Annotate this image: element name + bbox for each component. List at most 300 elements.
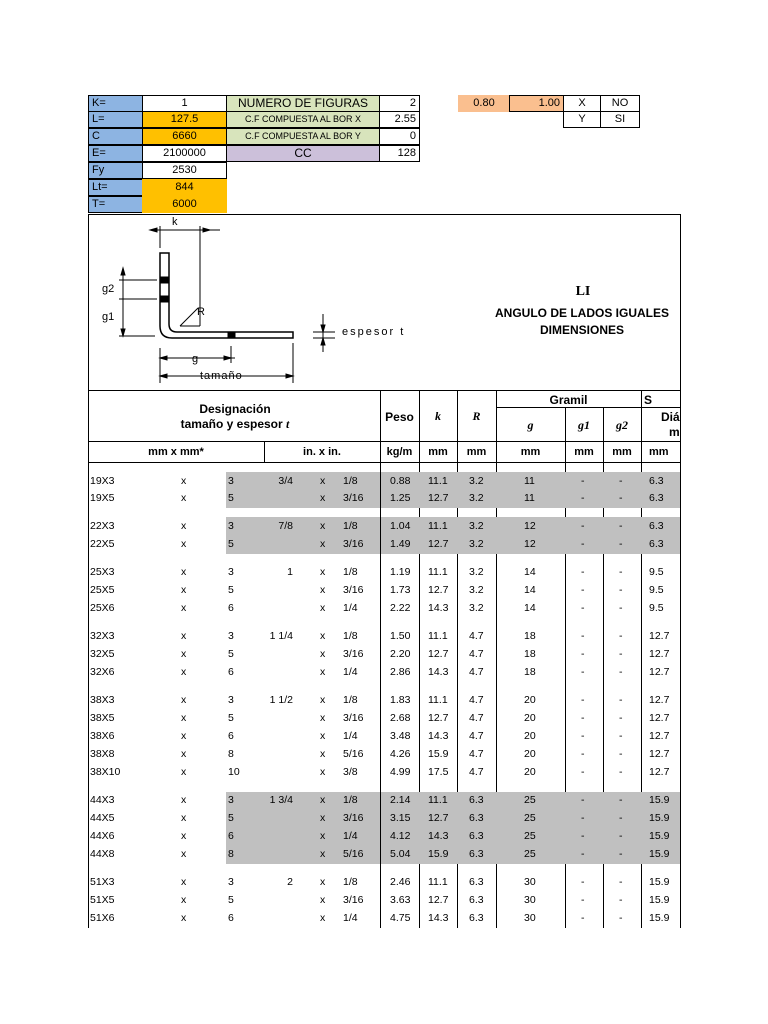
- cc-label: CC: [226, 145, 380, 162]
- cell-g1: -: [581, 520, 585, 532]
- unit-g-mm: mm: [520, 446, 541, 458]
- cell-s: 12.7: [649, 712, 670, 724]
- cell-thickness-mm: 5: [228, 538, 234, 550]
- cell-k: 14.3: [428, 830, 449, 842]
- cell-g2: -: [619, 766, 623, 778]
- cell-x: x: [181, 492, 187, 504]
- cell-r: 4.7: [469, 766, 484, 778]
- cell-s: 12.7: [649, 630, 670, 642]
- cell-k: 11.1: [428, 876, 448, 888]
- lt-value[interactable]: 844: [142, 179, 227, 196]
- cell-s: 15.9: [649, 812, 670, 824]
- cell-k: 11.1: [428, 794, 448, 806]
- cell-k: 15.9: [428, 848, 449, 860]
- cell-x-in: x: [320, 730, 326, 742]
- cell-k: 15.9: [428, 748, 449, 760]
- cell-g1: -: [581, 694, 585, 706]
- header-peso: Peso: [385, 410, 414, 424]
- cell-k: 11.1: [428, 694, 448, 706]
- table-row: [88, 846, 680, 864]
- cell-g: 30: [524, 876, 536, 888]
- cell-designation: 38X10: [90, 766, 121, 778]
- cell-thickness-in: 5/16: [343, 748, 364, 760]
- cell-g1: -: [581, 766, 585, 778]
- cell-designation: 38X6: [90, 730, 115, 742]
- cell-r: 3.2: [469, 538, 484, 550]
- cell-x-in: x: [320, 876, 326, 888]
- cell-thickness-mm: 3: [228, 630, 234, 642]
- cell-x-in: x: [320, 894, 326, 906]
- cell-g1: -: [581, 492, 585, 504]
- cell-r: 3.2: [469, 566, 484, 578]
- cell-g: 11: [524, 475, 535, 487]
- unit-k-mm: mm: [428, 446, 448, 458]
- cell-g2: -: [619, 894, 623, 906]
- header-designacion: Designación: [199, 402, 271, 416]
- angle-section-diagram: [95, 218, 435, 386]
- cell-x-in: x: [320, 848, 326, 860]
- cell-g1: -: [581, 666, 585, 678]
- dim-g-label: g: [192, 353, 199, 365]
- cell-thickness-in: 1/4: [343, 730, 358, 742]
- table-row: [88, 728, 680, 746]
- cell-g2: -: [619, 848, 623, 860]
- cell-x: x: [181, 848, 187, 860]
- table-row: [88, 564, 680, 582]
- c-label: C: [88, 128, 143, 145]
- cell-s: 6.3: [649, 520, 664, 532]
- cell-x: x: [181, 812, 187, 824]
- fy-value[interactable]: 2530: [142, 162, 227, 179]
- cell-x: x: [181, 694, 187, 706]
- cell-peso: 3.15: [390, 812, 411, 824]
- cell-size-in: 1: [287, 566, 293, 578]
- cell-g: 18: [524, 630, 536, 642]
- table-row: [88, 910, 680, 928]
- cell-k: 12.7: [428, 712, 449, 724]
- cell-peso: 4.75: [390, 912, 411, 924]
- table-row: [88, 664, 680, 682]
- cell-r: 4.7: [469, 648, 484, 660]
- cell-x-in: x: [320, 794, 326, 806]
- cell-x: x: [181, 630, 187, 642]
- cc-value[interactable]: 128: [379, 145, 420, 162]
- cell-g1: -: [581, 812, 585, 824]
- cell-thickness-in: 1/4: [343, 666, 358, 678]
- cell-g2: -: [619, 876, 623, 888]
- table-row: [88, 764, 680, 782]
- header-mid-line: [88, 441, 680, 442]
- cell-g: 20: [524, 748, 536, 760]
- cell-g2: -: [619, 794, 623, 806]
- cell-peso: 2.68: [390, 712, 411, 724]
- cell-peso: 1.83: [390, 694, 411, 706]
- c-value[interactable]: 6660: [142, 128, 227, 145]
- cell-peso: 2.14: [390, 794, 411, 806]
- cell-thickness-mm: 3: [228, 566, 234, 578]
- table-row: [88, 828, 680, 846]
- cell-x-in: x: [320, 812, 326, 824]
- table-row: [88, 892, 680, 910]
- header-ma: m: [669, 425, 680, 439]
- cell-s: 15.9: [649, 912, 670, 924]
- cell-k: 17.5: [428, 766, 449, 778]
- cell-s: 15.9: [649, 876, 670, 888]
- cell-thickness-mm: 3: [228, 520, 234, 532]
- table-row: [88, 874, 680, 892]
- cell-g1: -: [581, 475, 585, 487]
- cell-g: 30: [524, 912, 536, 924]
- cell-thickness-in: 5/16: [343, 848, 364, 860]
- cell-x: x: [181, 894, 187, 906]
- cell-x: x: [181, 766, 187, 778]
- k-value[interactable]: 1: [142, 95, 227, 112]
- cell-x-in: x: [320, 648, 326, 660]
- cell-g1: -: [581, 730, 585, 742]
- cell-g2: -: [619, 602, 623, 614]
- cell-designation: 32X3: [90, 630, 115, 642]
- cell-peso: 4.99: [390, 766, 411, 778]
- cell-g2: -: [619, 730, 623, 742]
- cell-x: x: [181, 794, 187, 806]
- dim-k-label: k: [172, 216, 178, 228]
- cell-x: x: [181, 520, 187, 532]
- cell-k: 12.7: [428, 492, 449, 504]
- cell-x-in: x: [320, 566, 326, 578]
- cell-g: 12: [524, 538, 536, 550]
- cell-g: 12: [524, 520, 536, 532]
- cell-s: 15.9: [649, 830, 670, 842]
- cell-r: 4.7: [469, 712, 484, 724]
- cell-g: 25: [524, 812, 536, 824]
- y-cell: Y: [563, 111, 601, 128]
- header-s: S: [644, 393, 653, 407]
- header-g2: g2: [616, 418, 628, 432]
- cell-thickness-in: 1/8: [343, 630, 358, 642]
- cell-peso: 1.50: [390, 630, 411, 642]
- cell-x: x: [181, 602, 187, 614]
- cell-k: 14.3: [428, 912, 449, 924]
- cell-size-in: 1 1/4: [269, 630, 293, 642]
- table-row: [88, 792, 680, 810]
- cell-thickness-in: 3/16: [343, 712, 364, 724]
- cell-r: 4.7: [469, 694, 484, 706]
- cell-x-in: x: [320, 538, 326, 550]
- cell-thickness-mm: 3: [228, 876, 234, 888]
- cell-g1: -: [581, 538, 585, 550]
- header-dia: Diá: [661, 410, 680, 424]
- cell-g: 20: [524, 730, 536, 742]
- cell-x-in: x: [320, 602, 326, 614]
- cell-designation: 51X6: [90, 912, 115, 924]
- unit-s-mm: mm: [649, 446, 669, 458]
- value-080[interactable]: 0.80: [458, 95, 510, 112]
- cell-g: 14: [524, 566, 536, 578]
- header-top-line: [88, 390, 680, 391]
- table-row: [88, 746, 680, 764]
- header-gramil: Gramil: [549, 393, 588, 407]
- l-value[interactable]: 127.5: [142, 111, 227, 128]
- cell-x: x: [181, 584, 187, 596]
- cell-r: 3.2: [469, 584, 484, 596]
- gramil-under-line: [496, 407, 680, 408]
- cell-g2: -: [619, 812, 623, 824]
- table-row: [88, 646, 680, 664]
- cell-thickness-mm: 8: [228, 848, 234, 860]
- cell-g2: -: [619, 648, 623, 660]
- cell-g: 30: [524, 894, 536, 906]
- cell-g: 20: [524, 712, 536, 724]
- cell-g2: -: [619, 520, 623, 532]
- cell-peso: 3.63: [390, 894, 411, 906]
- cell-designation: 44X3: [90, 794, 115, 806]
- cell-designation: 44X5: [90, 812, 115, 824]
- table-row: [88, 628, 680, 646]
- table-row: [88, 518, 680, 536]
- cell-thickness-mm: 6: [228, 912, 234, 924]
- cell-thickness-mm: 6: [228, 602, 234, 614]
- cell-s: 12.7: [649, 766, 670, 778]
- cell-k: 12.7: [428, 648, 449, 660]
- cell-size-in: 7/8: [278, 520, 293, 532]
- cell-thickness-in: 1/8: [343, 794, 358, 806]
- cell-r: 4.7: [469, 630, 484, 642]
- cell-peso: 1.25: [390, 492, 411, 504]
- cell-g2: -: [619, 538, 623, 550]
- cell-r: 6.3: [469, 812, 484, 824]
- cell-thickness-in: 3/16: [343, 812, 364, 824]
- table-row: [88, 473, 680, 491]
- cell-r: 6.3: [469, 848, 484, 860]
- cell-s: 12.7: [649, 648, 670, 660]
- cell-designation: 44X6: [90, 830, 115, 842]
- table-row: [88, 490, 680, 508]
- cell-g1: -: [581, 848, 585, 860]
- cell-g: 11: [524, 492, 535, 504]
- cell-designation: 22X3: [90, 520, 115, 532]
- lt-label: Lt=: [88, 179, 143, 196]
- cell-designation: 19X5: [90, 492, 115, 504]
- cell-g2: -: [619, 830, 623, 842]
- table-right-border: [680, 214, 681, 928]
- header-g: g: [527, 418, 534, 432]
- cell-thickness-in: 1/8: [343, 694, 358, 706]
- cell-g1: -: [581, 712, 585, 724]
- cell-g1: -: [581, 584, 585, 596]
- cell-r: 4.7: [469, 730, 484, 742]
- cell-peso: 3.48: [390, 730, 411, 742]
- cell-thickness-in: 1/4: [343, 830, 358, 842]
- cell-s: 15.9: [649, 894, 670, 906]
- cell-x: x: [181, 648, 187, 660]
- cell-s: 12.7: [649, 748, 670, 760]
- cell-designation: 38X8: [90, 748, 115, 760]
- cell-g: 25: [524, 848, 536, 860]
- table-row: [88, 582, 680, 600]
- cell-s: 12.7: [649, 666, 670, 678]
- dim-r-label: R: [197, 306, 205, 318]
- cell-thickness-in: 3/16: [343, 492, 364, 504]
- dim-g2-label: g2: [102, 283, 115, 295]
- header-tamano: tamaño y espesor: [180, 417, 283, 431]
- table-row: [88, 600, 680, 618]
- cell-s: 9.5: [649, 566, 664, 578]
- e-value[interactable]: 2100000: [142, 145, 227, 162]
- unit-mm-x-mm: mm x mm*: [148, 446, 204, 458]
- e-label: E=: [88, 145, 143, 162]
- cell-g2: -: [619, 912, 623, 924]
- cell-thickness-in: 1/8: [343, 566, 358, 578]
- cell-g2: -: [619, 492, 623, 504]
- cell-g1: -: [581, 648, 585, 660]
- cell-r: 3.2: [469, 475, 484, 487]
- cell-g: 25: [524, 830, 536, 842]
- cell-x-in: x: [320, 630, 326, 642]
- cell-thickness-in: 1/8: [343, 876, 358, 888]
- cell-g1: -: [581, 630, 585, 642]
- cell-k: 12.7: [428, 538, 449, 550]
- cell-designation: 38X5: [90, 712, 115, 724]
- cell-designation: 32X5: [90, 648, 115, 660]
- cell-r: 3.2: [469, 602, 484, 614]
- dim-tamano-label: tamaño: [200, 370, 243, 382]
- section-code: LI: [575, 284, 591, 299]
- cell-s: 15.9: [649, 794, 670, 806]
- cell-thickness-mm: 5: [228, 894, 234, 906]
- cell-x: x: [181, 712, 187, 724]
- cell-s: 12.7: [649, 694, 670, 706]
- cell-x-in: x: [320, 830, 326, 842]
- cell-designation: 22X5: [90, 538, 115, 550]
- cell-thickness-mm: 3: [228, 794, 234, 806]
- cell-thickness-in: 1/4: [343, 912, 358, 924]
- cell-x-in: x: [320, 475, 326, 487]
- cell-peso: 2.86: [390, 666, 411, 678]
- cell-peso: 0.88: [390, 475, 411, 487]
- cell-thickness-in: 3/16: [343, 584, 364, 596]
- cell-peso: 2.46: [390, 876, 411, 888]
- cell-designation: 25X6: [90, 602, 115, 614]
- cell-designation: 38X3: [90, 694, 115, 706]
- cell-g: 20: [524, 694, 536, 706]
- cell-x: x: [181, 666, 187, 678]
- table-row: [88, 710, 680, 728]
- header-k: k: [435, 409, 441, 423]
- dim-espesor-label: espesor t: [342, 326, 406, 338]
- cell-thickness-in: 3/16: [343, 648, 364, 660]
- table-row: [88, 692, 680, 710]
- header-t: t: [286, 417, 290, 431]
- l-label: L=: [88, 111, 143, 128]
- cell-g1: -: [581, 876, 585, 888]
- cell-r: 6.3: [469, 830, 484, 842]
- cell-g1: -: [581, 912, 585, 924]
- cf-x-value[interactable]: 2.55: [379, 111, 420, 128]
- cell-peso: 4.12: [390, 830, 411, 842]
- cell-k: 11.1: [428, 520, 448, 532]
- cell-s: 9.5: [649, 602, 664, 614]
- cell-thickness-mm: 5: [228, 712, 234, 724]
- cell-g: 20: [524, 766, 536, 778]
- cell-designation: 19X3: [90, 475, 115, 487]
- cell-x: x: [181, 730, 187, 742]
- cell-g1: -: [581, 602, 585, 614]
- k-label: K=: [88, 95, 143, 112]
- unit-g2-mm: mm: [612, 446, 632, 458]
- cf-y-value[interactable]: 0: [379, 128, 420, 145]
- section-title-line1: ANGULO DE LADOS IGUALES: [494, 306, 669, 320]
- header-g1: g1: [578, 418, 590, 432]
- table-row: [88, 536, 680, 554]
- cell-r: 6.3: [469, 794, 484, 806]
- unit-kg-m: kg/m: [386, 446, 413, 458]
- cell-designation: 51X5: [90, 894, 115, 906]
- cell-g: 14: [524, 602, 536, 614]
- cell-r: 6.3: [469, 894, 484, 906]
- cell-r: 6.3: [469, 912, 484, 924]
- cell-g: 14: [524, 584, 536, 596]
- cell-k: 14.3: [428, 730, 449, 742]
- cell-peso: 1.19: [390, 566, 411, 578]
- t-label: T=: [88, 196, 143, 213]
- cell-g1: -: [581, 748, 585, 760]
- cell-s: 6.3: [649, 538, 664, 550]
- cell-g2: -: [619, 666, 623, 678]
- cell-x: x: [181, 830, 187, 842]
- unit-g1-mm: mm: [574, 446, 594, 458]
- t-value[interactable]: 6000: [142, 196, 227, 213]
- cell-g2: -: [619, 712, 623, 724]
- cell-r: 3.2: [469, 520, 484, 532]
- value-100[interactable]: 1.00: [509, 95, 564, 112]
- cell-designation: 25X5: [90, 584, 115, 596]
- cell-thickness-in: 3/16: [343, 538, 364, 550]
- cell-g1: -: [581, 830, 585, 842]
- cell-x-in: x: [320, 694, 326, 706]
- cell-x: x: [181, 475, 187, 487]
- cell-thickness-in: 3/8: [343, 766, 358, 778]
- cell-x-in: x: [320, 766, 326, 778]
- cell-k: 14.3: [428, 602, 449, 614]
- cell-g2: -: [619, 748, 623, 760]
- cell-x: x: [181, 538, 187, 550]
- cell-s: 6.3: [649, 475, 664, 487]
- header-r: R: [472, 409, 481, 423]
- table-row: [88, 810, 680, 828]
- cell-k: 12.7: [428, 584, 449, 596]
- cell-peso: 4.26: [390, 748, 411, 760]
- cell-k: 11.1: [428, 566, 448, 578]
- cell-x-in: x: [320, 584, 326, 596]
- cell-g1: -: [581, 794, 585, 806]
- cell-size-in: 3/4: [278, 475, 293, 487]
- numero-figuras-value[interactable]: 2: [379, 95, 420, 112]
- cell-thickness-mm: 3: [228, 694, 234, 706]
- cell-x-in: x: [320, 520, 326, 532]
- cf-x-label: C.F COMPUESTA AL BOR X: [226, 111, 380, 128]
- cell-thickness-in: 3/16: [343, 894, 364, 906]
- cell-g2: -: [619, 475, 623, 487]
- cell-size-in: 1 1/2: [269, 694, 293, 706]
- cell-peso: 1.49: [390, 538, 411, 550]
- cell-g2: -: [619, 630, 623, 642]
- cell-thickness-mm: 6: [228, 730, 234, 742]
- cell-x-in: x: [320, 912, 326, 924]
- cell-peso: 5.04: [390, 848, 411, 860]
- cell-x-in: x: [320, 748, 326, 760]
- cell-k: 12.7: [428, 894, 449, 906]
- cell-designation: 51X3: [90, 876, 115, 888]
